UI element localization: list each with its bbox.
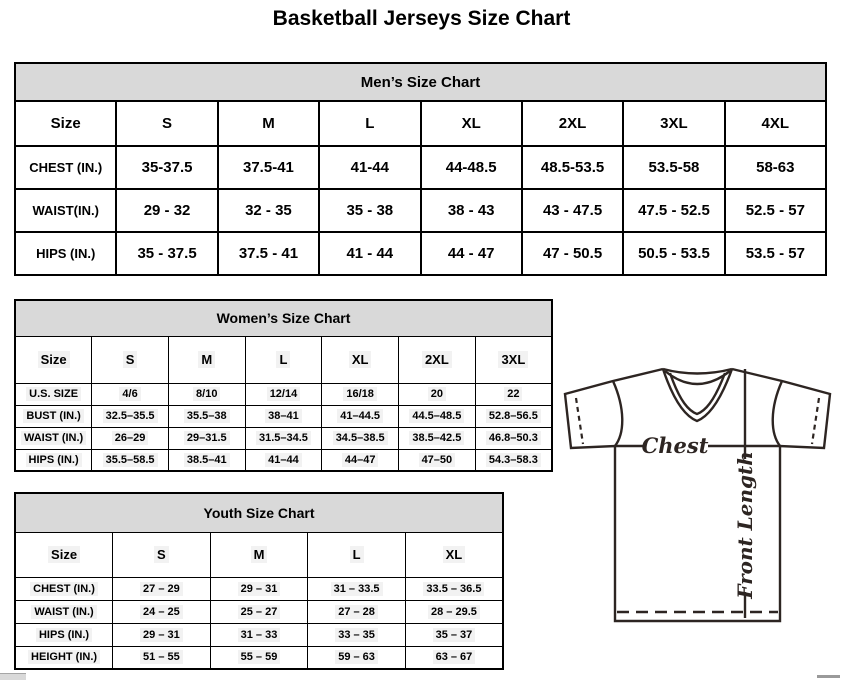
cell-value: 35 - 37.5 — [137, 245, 197, 262]
table-cell — [623, 232, 724, 275]
table-cell — [308, 577, 406, 600]
cell-value: 24 – 25 — [140, 605, 183, 619]
cell-value: 47.5 - 52.5 — [638, 202, 710, 219]
table-cell — [218, 232, 319, 275]
women-row-label — [15, 427, 92, 449]
table-cell — [245, 383, 322, 405]
cell-value: 53.5 - 57 — [745, 245, 805, 262]
cell-value: 8/10 — [193, 387, 220, 401]
table-cell — [399, 405, 476, 427]
row-label-text: HIPS (IN.) — [26, 453, 82, 467]
row-label-text: WAIST (IN.) — [21, 431, 86, 445]
cell-value: 31 – 33 — [238, 628, 281, 642]
table-cell — [405, 646, 503, 669]
table-cell — [218, 189, 319, 232]
table-cell — [116, 232, 217, 275]
table-cell — [475, 383, 552, 405]
youth-col-header — [113, 532, 211, 577]
youth-col-header — [210, 532, 308, 577]
table-cell — [113, 623, 211, 646]
cell-value: 31 – 33.5 — [331, 582, 383, 596]
cell-value: 22 — [504, 387, 522, 401]
cell-value: 29 – 31 — [238, 582, 281, 596]
col-header-label: 3XL — [498, 351, 528, 368]
youth-row-label — [15, 623, 113, 646]
table-cell — [92, 427, 169, 449]
cell-value: 32.5–35.5 — [103, 409, 158, 423]
col-header-label: L — [365, 115, 375, 132]
women-row-label — [15, 383, 92, 405]
cell-value: 32 - 35 — [245, 202, 292, 219]
men-row-label — [15, 189, 116, 232]
table-cell — [113, 600, 211, 623]
left-armhole-seam — [613, 381, 622, 446]
cell-value: 41 - 44 — [346, 245, 394, 262]
table-row — [15, 383, 552, 405]
table-cell — [725, 232, 826, 275]
table-row — [15, 232, 826, 275]
cell-value: 33 – 35 — [335, 628, 378, 642]
col-header-label: S — [123, 351, 138, 368]
jersey-outline — [565, 369, 830, 621]
mens-size-table — [14, 62, 827, 276]
men-col-header — [421, 101, 522, 146]
table-cell — [319, 146, 420, 189]
cell-value: 44–47 — [342, 453, 379, 467]
cell-value: 29 – 31 — [140, 628, 183, 642]
cell-value: 4/6 — [119, 387, 140, 401]
table-cell — [421, 146, 522, 189]
col-header-label: 3XL — [660, 115, 688, 132]
size-header-label: Size — [38, 351, 70, 368]
cell-value: 38 - 43 — [447, 202, 495, 219]
table-cell — [245, 449, 322, 471]
cell-value: 38.5–41 — [184, 453, 230, 467]
col-header-label: XL — [461, 115, 481, 132]
table-cell — [623, 146, 724, 189]
table-cell — [116, 146, 217, 189]
col-header-label: M — [262, 115, 275, 132]
table-cell — [218, 146, 319, 189]
table-cell — [92, 383, 169, 405]
col-header-label: XL — [443, 546, 466, 563]
table-cell — [405, 600, 503, 623]
cell-value: 52.8–56.5 — [486, 409, 541, 423]
table-row — [15, 189, 826, 232]
col-header-label: 2XL — [422, 351, 452, 368]
right-armhole-seam — [773, 381, 782, 446]
cell-value: 33.5 – 36.5 — [423, 582, 484, 596]
table-row — [15, 623, 503, 646]
row-label-text: CHEST (IN.) — [29, 160, 103, 175]
row-label-text: HIPS (IN.) — [36, 246, 96, 261]
cell-value: 52.5 - 57 — [745, 202, 805, 219]
table-cell — [522, 189, 623, 232]
table-cell — [399, 449, 476, 471]
table-cell — [405, 577, 503, 600]
cell-value: 46.8–50.3 — [486, 431, 541, 445]
table-cell — [421, 232, 522, 275]
left-cuff-stitch — [576, 398, 583, 444]
table-row — [15, 146, 826, 189]
women-col-header — [322, 336, 399, 383]
men-col-header — [623, 101, 724, 146]
col-header-label: XL — [349, 351, 372, 368]
women-col-header — [399, 336, 476, 383]
cell-value: 48.5-53.5 — [540, 159, 605, 176]
cell-value: 50.5 - 53.5 — [638, 245, 710, 262]
table-cell — [319, 232, 420, 275]
table-cell — [475, 427, 552, 449]
cell-value: 53.5-58 — [648, 159, 700, 176]
table-cell — [522, 232, 623, 275]
front-length-label: Front Length — [733, 451, 757, 599]
table-cell — [475, 449, 552, 471]
table-cell — [92, 449, 169, 471]
cell-value: 41-44 — [350, 159, 389, 176]
table-row — [15, 577, 503, 600]
cell-value: 35-37.5 — [141, 159, 193, 176]
col-header-label: 2XL — [558, 115, 587, 132]
table-cell — [405, 623, 503, 646]
cell-value: 27 – 28 — [335, 605, 378, 619]
size-header-label: Size — [48, 546, 80, 563]
cell-value: 58-63 — [756, 159, 795, 176]
cell-value: 29 - 32 — [143, 202, 191, 219]
youth-col-header — [405, 532, 503, 577]
table-row — [15, 646, 503, 669]
table-cell — [322, 383, 399, 405]
table-cell — [322, 427, 399, 449]
cell-value: 35.5–58.5 — [103, 453, 158, 467]
col-header-label: M — [198, 351, 215, 368]
jersey-measurement-diagram — [555, 353, 843, 647]
men-row-label — [15, 146, 116, 189]
men-table-title: Men’s Size Chart — [15, 63, 826, 101]
col-header-label: M — [251, 546, 268, 563]
col-header-label: S — [154, 546, 169, 563]
table-cell — [168, 427, 245, 449]
table-cell — [92, 405, 169, 427]
table-cell — [319, 189, 420, 232]
women-size-header — [15, 336, 92, 383]
cell-value: 54.3–58.3 — [486, 453, 541, 467]
collar-band — [663, 369, 732, 374]
row-label-text: CHEST (IN.) — [30, 582, 98, 596]
women-col-header — [168, 336, 245, 383]
cell-value: 12/14 — [267, 387, 301, 401]
youth-size-table — [14, 492, 504, 670]
youth-table-title: Youth Size Chart — [15, 493, 503, 532]
cell-value: 25 – 27 — [238, 605, 281, 619]
table-cell — [308, 600, 406, 623]
men-col-header — [218, 101, 319, 146]
cell-value: 44-48.5 — [445, 159, 497, 176]
table-cell — [210, 623, 308, 646]
row-label-text: HEIGHT (IN.) — [28, 650, 100, 664]
cell-value: 29–31.5 — [184, 431, 230, 445]
cell-value: 59 – 63 — [335, 650, 378, 664]
table-cell — [210, 646, 308, 669]
men-col-header — [319, 101, 420, 146]
table-cell — [245, 405, 322, 427]
table-cell — [210, 577, 308, 600]
cutoff-table-fragment-right — [817, 675, 840, 678]
table-cell — [725, 189, 826, 232]
womens-size-table — [14, 299, 553, 472]
cell-value: 26–29 — [112, 431, 149, 445]
table-row — [15, 600, 503, 623]
cell-value: 37.5-41 — [243, 159, 294, 176]
col-header-label: L — [350, 546, 364, 563]
women-col-header — [92, 336, 169, 383]
women-col-header — [245, 336, 322, 383]
table-cell — [113, 646, 211, 669]
cell-value: 47 - 50.5 — [542, 245, 603, 262]
cell-value: 34.5–38.5 — [333, 431, 388, 445]
cell-value: 35 - 38 — [346, 202, 394, 219]
right-cuff-stitch — [812, 398, 819, 444]
cell-value: 43 - 47.5 — [542, 202, 603, 219]
table-cell — [113, 577, 211, 600]
table-cell — [399, 427, 476, 449]
row-label-text: U.S. SIZE — [26, 387, 81, 401]
men-size-header — [15, 101, 116, 146]
table-cell — [623, 189, 724, 232]
table-row — [15, 449, 552, 471]
cell-value: 35.5–38 — [184, 409, 230, 423]
size-header-label: Size — [50, 115, 81, 132]
cell-value: 31.5–34.5 — [256, 431, 311, 445]
row-label-text: HIPS (IN.) — [36, 628, 92, 642]
youth-row-label — [15, 646, 113, 669]
women-row-label — [15, 405, 92, 427]
cell-value: 44 - 47 — [447, 245, 495, 262]
row-label-text: WAIST(IN.) — [32, 203, 99, 218]
cell-value: 47–50 — [419, 453, 456, 467]
cell-value: 38.5–42.5 — [409, 431, 464, 445]
col-header-label: S — [162, 115, 173, 132]
youth-row-label — [15, 577, 113, 600]
table-cell — [322, 449, 399, 471]
table-cell — [308, 646, 406, 669]
table-cell — [245, 427, 322, 449]
youth-row-label — [15, 600, 113, 623]
cell-value: 35 – 37 — [433, 628, 476, 642]
col-header-label: L — [276, 351, 290, 368]
row-label-text: WAIST (IN.) — [31, 605, 96, 619]
men-col-header — [522, 101, 623, 146]
men-col-header — [116, 101, 217, 146]
cell-value: 55 – 59 — [238, 650, 281, 664]
cell-value: 16/18 — [343, 387, 377, 401]
cell-value: 37.5 - 41 — [238, 245, 299, 262]
cell-value: 41–44 — [265, 453, 302, 467]
women-col-header — [475, 336, 552, 383]
youth-col-header — [308, 532, 406, 577]
youth-size-header — [15, 532, 113, 577]
page-title: Basketball Jerseys Size Chart — [272, 7, 571, 30]
men-col-header — [725, 101, 826, 146]
chest-label: Chest — [641, 433, 709, 458]
cell-value: 44.5–48.5 — [409, 409, 464, 423]
cell-value: 20 — [428, 387, 446, 401]
col-header-label: 4XL — [761, 115, 790, 132]
table-cell — [168, 449, 245, 471]
table-cell — [399, 383, 476, 405]
women-table-title: Women’s Size Chart — [15, 300, 552, 336]
cell-value: 28 – 29.5 — [428, 605, 480, 619]
table-row — [15, 405, 552, 427]
row-label-text: BUST (IN.) — [23, 409, 83, 423]
cell-value: 63 – 67 — [433, 650, 476, 664]
table-cell — [116, 189, 217, 232]
table-cell — [308, 623, 406, 646]
cell-value: 38–41 — [265, 409, 302, 423]
cell-value: 51 – 55 — [140, 650, 183, 664]
table-cell — [522, 146, 623, 189]
table-cell — [168, 405, 245, 427]
table-cell — [168, 383, 245, 405]
cell-value: 27 – 29 — [140, 582, 183, 596]
table-cell — [421, 189, 522, 232]
men-row-label — [15, 232, 116, 275]
women-row-label — [15, 449, 92, 471]
table-cell — [322, 405, 399, 427]
table-cell — [725, 146, 826, 189]
table-cell — [210, 600, 308, 623]
table-cell — [475, 405, 552, 427]
cell-value: 41–44.5 — [337, 409, 383, 423]
table-row — [15, 427, 552, 449]
